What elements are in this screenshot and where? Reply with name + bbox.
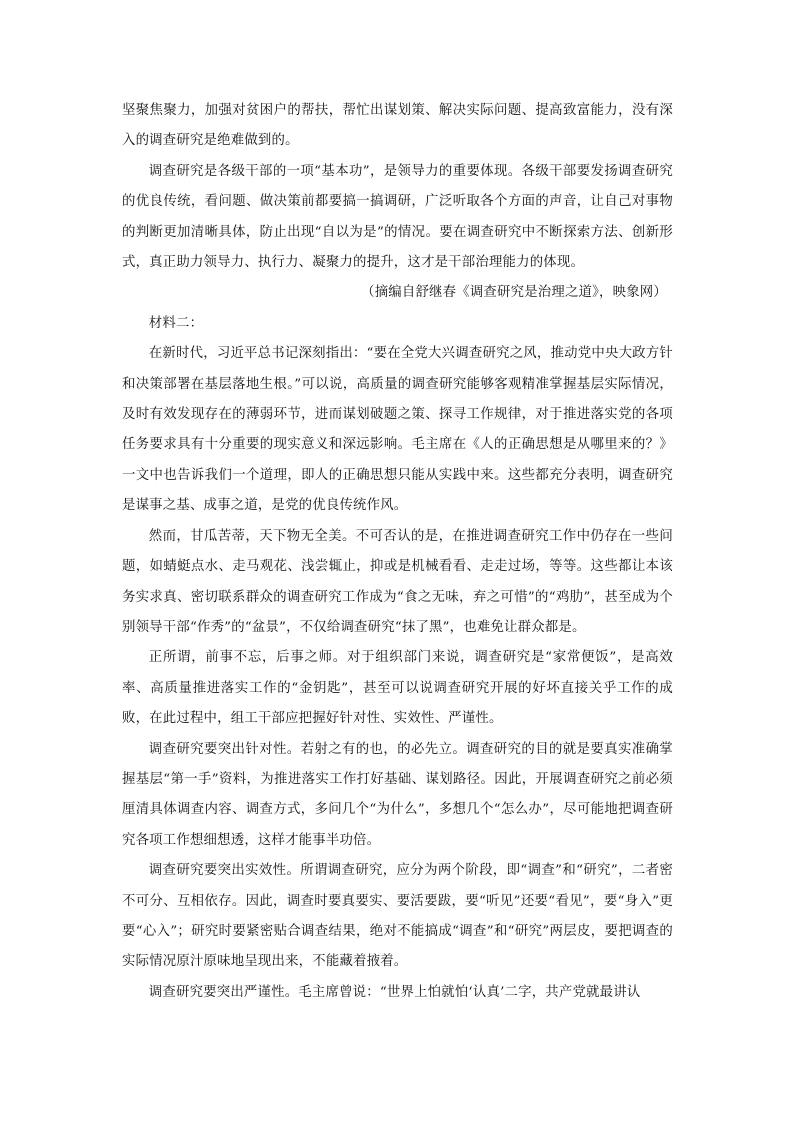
document-page	[122, 96, 673, 1008]
paragraph-4: 然而，甘瓜苦蒂，天下物无全美。不可否认的是，在推进调查研究工作中仍存在一些问题，如蜻蜓点水、走马观花、浅尝辄止，抑或是机械看看、走走过场，等等。这些都让本该务实求真、密切联系群众的调查研究工作成为“食之无味，弃之可惜”的“鸡肋”，甚至成为个别领导干部“作秀”的“盆景”，不仅给调查研究“抹了黑”，也难免让群众都是。	[122, 528, 673, 635]
paragraph-6: 调查研究要突出针对性。若射之有的也，的必先立。调查研究的目的就是要真实准确掌握基层“第一手”资料，为推进落实工作打好基础、谋划路径。因此，开展调查研究之前必须厘清具体调查内容、调查方式，多问几个“为什么”，多想几个“怎么办”，尽可能地把调查研究各项工作想细想透，这样才能事半功倍。	[122, 741, 673, 848]
section-label: 材料二：	[148, 315, 204, 331]
paragraph-7: 调查研究要突出实效性。所谓调查研究，应分为两个阶段，即“调查”和“研究”，二者密不可分、互相依存。因此，调查时要真要实、要活要跋，要“听见”还要“看见”，要“身入”更要“心入”；研究时要紧密贴合调查结果，绝对不能搞成“调查”和“研究”两层皮，要把调查的实际情况原汁原味地呈现出来，不能藏着掖着。	[122, 863, 673, 970]
paragraph-2: 调查研究是各级干部的一项“基本功”，是领导力的重要体现。各级干部要发扬调查研究的优良传统，看问题、做决策前都要搞一搞调研，广泛听取各个方面的声音，让自己对事物的判断更加清晰具体，防止出现“自以为是”的情况。要在调查研究中不断探索方法、创新形式，真正助力领导力、执行力、凝聚力的提升，这才是干部治理能力的体现。	[122, 163, 673, 271]
source-citation: （摘编自舒继春《调查研究是治理之道》，映象网）	[361, 285, 667, 301]
paragraph-5: 正所谓，前事不忘，后事之师。对于组织部门来说，调查研究是“家常便饭”，是高效率、高质量推进落实工作的“金钥匙”，甚至可以说调查研究开展的好坏直接关乎工作的成败，在此过程中，组工干部应把握好针对性、实效性、严谨性。	[122, 650, 673, 727]
paragraph-8: 调查研究要突出严谨性。毛主席曾说：“世界上怕就怕‘认真’二字，共产党就最讲认	[148, 984, 641, 1000]
paragraph-1: 坚聚焦聚力，加强对贫困户的帮扶，帮忙出谋划策、解决实际问题、提高致富能力，没有深入的调查研究是绝难做到的。	[122, 103, 673, 149]
paragraph-3: 在新时代，习近平总书记深刻指出：“要在全党大兴调查研究之风，推动党中央大政方针和决策部署在基层落地生根。”可以说，高质量的调查研究能够客观精准掌握基层实际情况，及时有效发现存在的薄弱环节，进而谋划破题之策、探寻工作规律，对于推进落实党的各项任务要求具有十分重要的现实意义和深远影响。毛主席在《人的正确思想是从哪里来的？》一文中也告诉我们一个道理，即人的正确思想只能从实践中来。这些都充分表明，调查研究是谋事之基、成事之道，是党的优良传统作风。	[122, 346, 673, 514]
